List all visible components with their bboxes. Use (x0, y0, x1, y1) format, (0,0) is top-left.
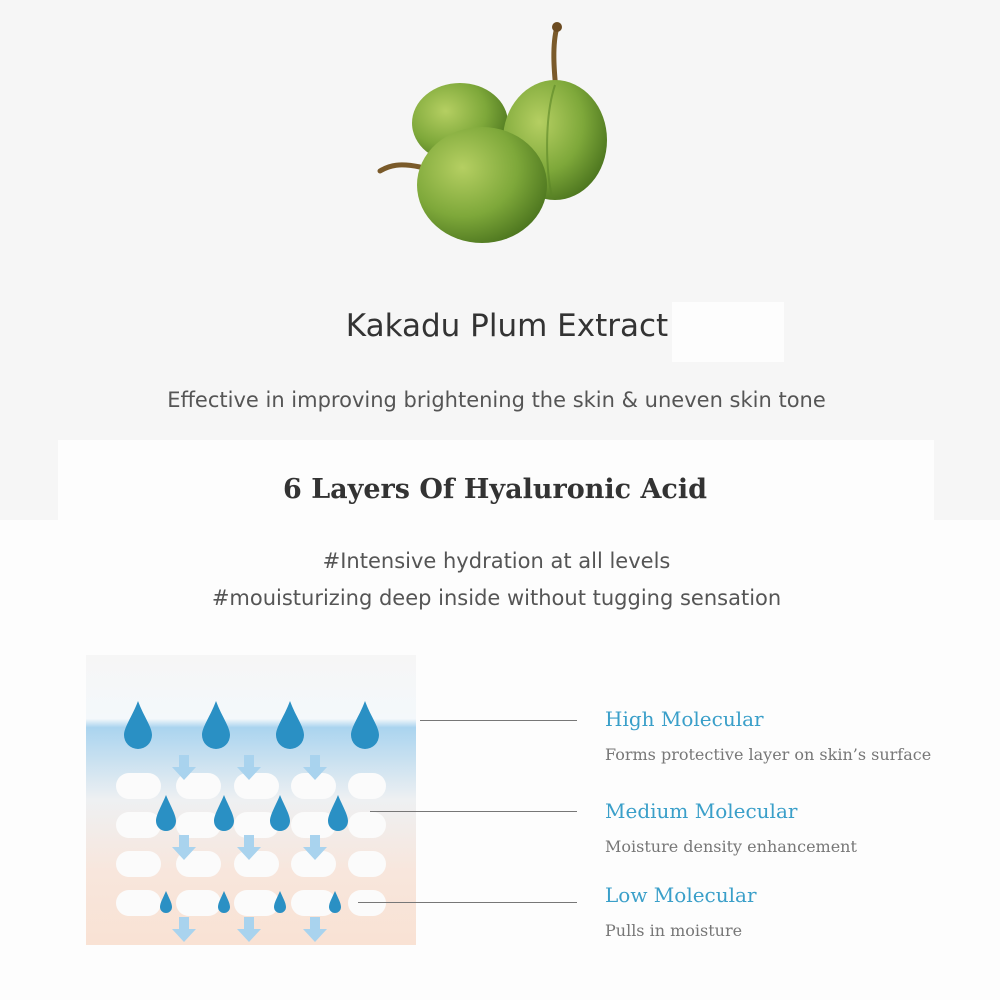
layer-medium-title: Medium Molecular (605, 799, 798, 823)
layer-high-description: Forms protective layer on skin’s surface (605, 745, 932, 764)
connector-line-low (358, 902, 577, 903)
layer-low-title: Low Molecular (605, 883, 757, 907)
section-title: 6 Layers Of Hyaluronic Acid (283, 474, 707, 505)
ingredient-description: Effective in improving brightening the skin & uneven skin tone (167, 388, 826, 412)
connector-line-high (420, 720, 577, 721)
tag-moisturizing: #mouisturizing deep inside without tugging sensation (211, 586, 782, 610)
kakadu-plum-image (360, 15, 620, 255)
layer-medium-description: Moisture density enhancement (605, 837, 857, 856)
layer-low-description: Pulls in moisture (605, 921, 743, 940)
ingredient-title: Kakadu Plum Extract (345, 308, 669, 344)
connector-line-medium (370, 811, 577, 812)
layer-high-title: High Molecular (605, 707, 764, 731)
tag-hydration: #Intensive hydration at all levels (322, 549, 671, 573)
